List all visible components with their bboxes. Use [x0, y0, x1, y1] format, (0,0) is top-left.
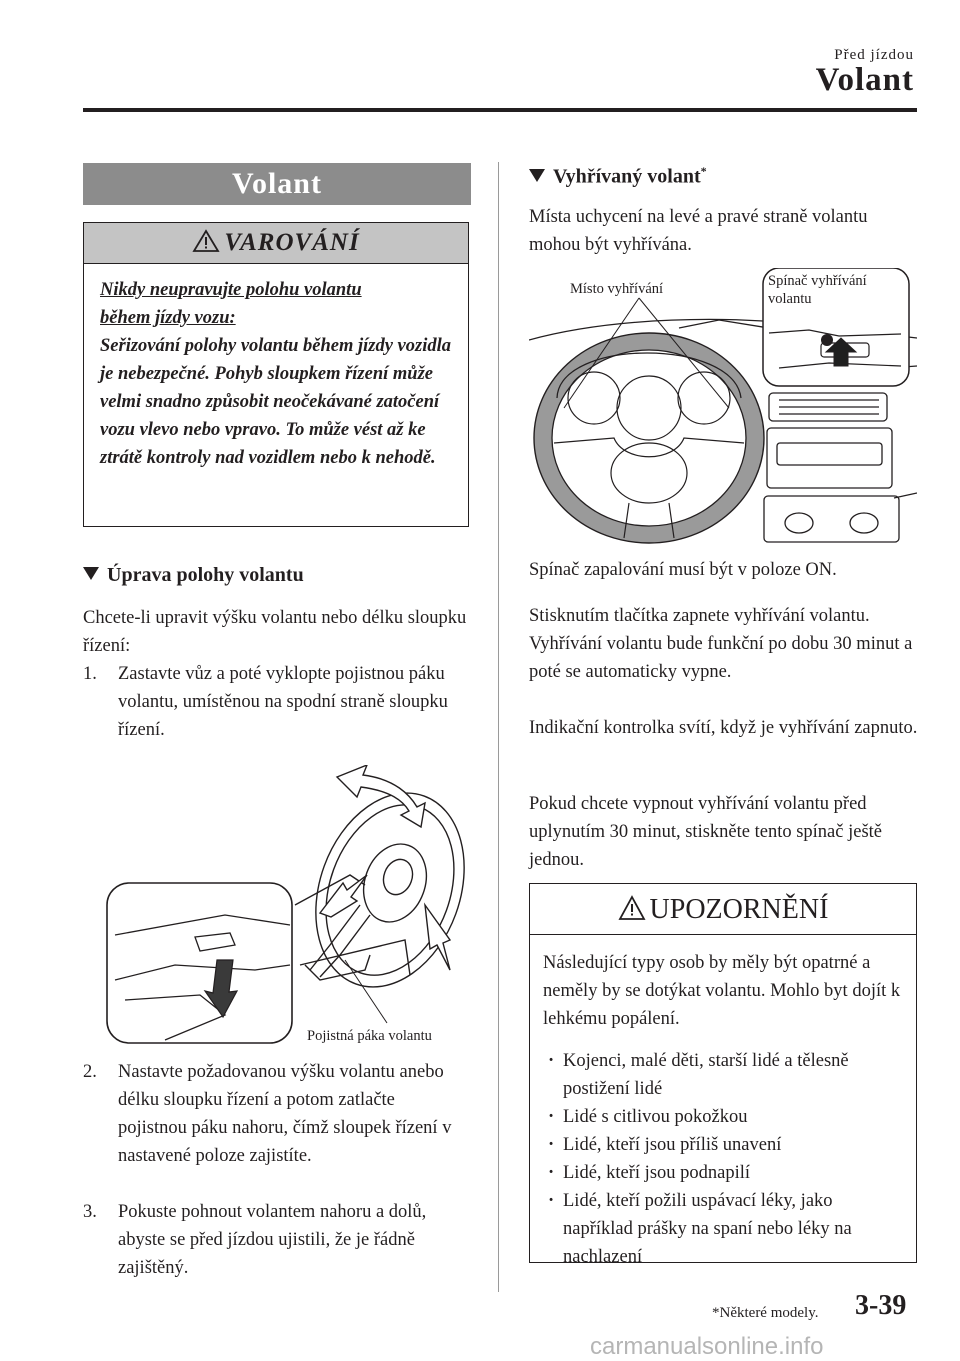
step-1: 1. Zastavte vůz a poté vyklopte pojistnou páku volantu, umístěnou na spodní straně sloupku řízení.: [83, 664, 448, 740]
adjust-intro: Chcete-li upravit výšku volantu nebo délku sloupku řízení:: [83, 608, 467, 656]
caution-title: UPOZORNĚNÍ: [649, 894, 829, 925]
heated-heading: Vyhřívaný volant*: [529, 164, 707, 189]
heated-intro: Místa uchycení na levé a pravé straně volantu mohou být vyhřívána.: [529, 207, 868, 255]
lever-figure-label: Pojistná páka volantu: [307, 1028, 432, 1044]
warning-icon: [192, 229, 220, 253]
caution-intro: Následující typy osob by měly být opatrné a neměly by se dotýkat volantu. Mohlo byt dojít k lehkému popálení.: [543, 953, 901, 1029]
list-item: · Lidé, kteří jsou příliš unavení: [543, 1131, 903, 1159]
page-number: 3-39: [855, 1290, 907, 1321]
caution-icon: [618, 895, 646, 921]
list-item: · Lidé, kteří požili uspávací léky, jako například prášky na spaní nebo léky na nachlazení: [543, 1187, 903, 1271]
heated-wheel-figure: [529, 268, 917, 544]
warning-title: VAROVÁNÍ: [224, 229, 360, 256]
heating-switch-label: Spínač vyhřívání volantu: [768, 273, 867, 307]
caution-box: [529, 883, 917, 1267]
adjust-heading: Úprava polohy volantu: [83, 564, 304, 587]
watermark: carmanualsonline.info: [590, 1333, 824, 1360]
heated-off-note: Pokud chcete vypnout vyhřívání volantu před uplynutím 30 minut, stiskněte tento spínač ještě jednou.: [529, 794, 882, 870]
list-item: · Kojenci, malé děti, starší lidé a tělesně postižení lidé: [543, 1047, 903, 1103]
header-rule: [83, 108, 917, 112]
list-item: · Lidé s citlivou pokožkou: [543, 1103, 903, 1131]
column-divider: [498, 162, 499, 1292]
triangle-marker-icon: [83, 567, 99, 580]
warning-header: [84, 223, 468, 264]
caution-list: [543, 1047, 903, 1271]
warning-lead-2: během jízdy vozu:: [100, 308, 236, 328]
list-item: · Lidé, kteří jsou podnapilí: [543, 1159, 903, 1187]
footnote: *Některé modely.: [712, 1305, 819, 1321]
warning-lead-1: Nikdy neupravujte polohu volantu: [100, 280, 362, 300]
caution-header: [530, 884, 916, 935]
running-header-section: Před jízdou: [834, 47, 914, 63]
warning-box: [83, 222, 469, 527]
triangle-marker-icon: [529, 169, 545, 182]
running-header-title: Volant: [815, 62, 914, 98]
caution-body: [543, 949, 903, 1271]
warning-text: Seřizování polohy volantu během jízdy vozidla je nebezpečné. Pohyb sloupkem řízení může velmi snadno způsobit neočekávané zatočení vozu vlevo nebo vpravo. To může vést až ke ztrátě kontroly nad vozidlem nebo k nehodě.: [100, 336, 451, 468]
section-title: Volant: [83, 163, 471, 205]
heated-operation: Stisknutím tlačítka zapnete vyhřívání volantu. Vyhřívání volantu bude funkční po dobu 30 minut a poté se automaticky vypne.: [529, 606, 913, 682]
steering-column-figure: [105, 765, 475, 1045]
warning-body: [100, 276, 452, 472]
step-3: 3. Pokuste pohnout volantem nahoru a dolů, abyste se před jízdou ujistili, že je řádně zajištěný.: [83, 1202, 427, 1278]
heating-area-label: Místo vyhřívání: [570, 281, 664, 297]
indicator-note: Indikační kontrolka svítí, když je vyhřívání zapnuto.: [529, 718, 918, 738]
ignition-note: Spínač zapalování musí být v poloze ON.: [529, 560, 837, 580]
step-2: 2. Nastavte požadovanou výšku volantu anebo délku sloupku řízení a potom zatlačte pojistnou páku nahoru, čímž sloupek řízení v nastavené poloze zajistíte.: [83, 1062, 452, 1166]
